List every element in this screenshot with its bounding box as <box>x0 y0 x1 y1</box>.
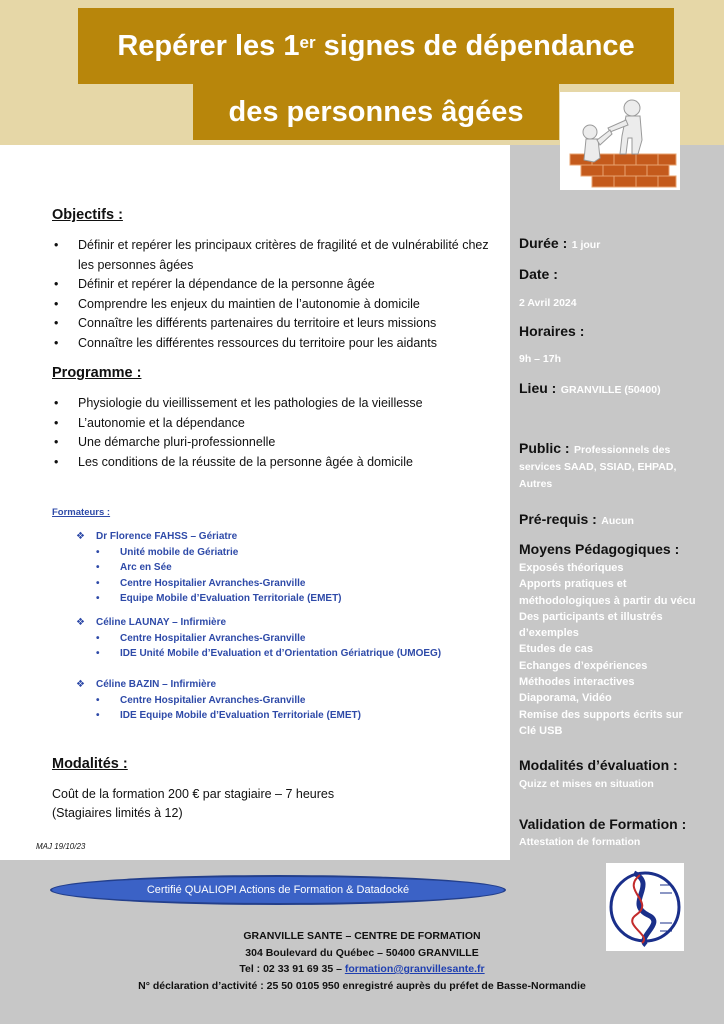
modalites-text <box>52 785 334 823</box>
public-label: Public : <box>519 440 570 456</box>
trainer-role: • Centre Hospitalier Avranches-Granville <box>76 631 441 647</box>
list-item: • Connaître les différentes ressources du territoire pour les aidants <box>52 334 500 354</box>
helping-hand-wall-illustration-icon <box>560 92 680 190</box>
list-item: • Physiologie du vieillissement et les pathologies de la vieillesse <box>52 394 500 414</box>
lieu-value: GRANVILLE (50400) <box>560 384 661 396</box>
phone: Tel : 02 33 91 69 35 – <box>239 963 345 975</box>
trainer-role: • Unité mobile de Gériatrie <box>76 545 342 561</box>
diamond-bullet-icon: ❖ <box>76 617 85 628</box>
trainer-block <box>76 677 361 724</box>
modalites-heading: Modalités : <box>52 756 128 772</box>
diamond-bullet-icon: ❖ <box>76 679 85 690</box>
lieu-label: Lieu : <box>519 380 557 396</box>
trainer-role: • Centre Hospitalier Avranches-Granville <box>76 693 361 709</box>
trainer-role: • IDE Unité Mobile d’Evaluation et d’Orientation Gériatrique (UMOEG) <box>76 646 441 662</box>
objectifs-heading: Objectifs : <box>52 207 123 223</box>
title-line-2: des personnes âgées <box>193 84 559 140</box>
date-value: 2 Avril 2024 <box>519 297 577 309</box>
programme-heading: Programme : <box>52 365 142 381</box>
diamond-bullet-icon: ❖ <box>76 531 85 542</box>
validation-label: Validation de Formation : <box>519 816 687 832</box>
public-value: Professionnels des <box>574 444 671 456</box>
limit-line: (Stagiaires limités à 12) <box>52 806 183 820</box>
list-item: Méthodes interactives <box>519 676 635 689</box>
validation-value: Attestation de formation <box>519 836 641 848</box>
title-sup: er <box>299 33 316 52</box>
prereq-value: Aucun <box>601 515 634 527</box>
trainer-role: • IDE Equipe Mobile d’Evaluation Territoriale (EMET) <box>76 708 361 724</box>
trainer-name: ❖ Céline BAZIN – Infirmière <box>76 677 361 693</box>
list-item: • Connaître les différents partenaires du territoire et leurs missions <box>52 314 500 334</box>
trainer-role: • Arc en Sée <box>76 560 342 576</box>
trainer-role: • Equipe Mobile d’Evaluation Territoriale (EMET) <box>76 591 342 607</box>
horaires-value: 9h – 17h <box>519 353 562 365</box>
contact-line <box>0 961 724 978</box>
public-value: Autres <box>519 478 553 490</box>
street-address: 304 Boulevard du Québec – 50400 GRANVILLE <box>245 946 479 959</box>
title-prefix: Repérer les 1 <box>117 29 300 62</box>
trainer-name: ❖ Céline LAUNAY – Infirmière <box>76 615 441 631</box>
list-item: • Définir et repérer la dépendance de la personne âgée <box>52 275 500 295</box>
list-item: • Une démarche pluri-professionnelle <box>52 433 500 453</box>
moyens-list <box>519 560 719 739</box>
declaration-line: N° déclaration d’activité : 25 50 0105 950 enregistré auprès du préfet de Basse-Normandie <box>138 979 586 992</box>
duree-row <box>519 235 600 253</box>
list-item: Clé USB <box>519 724 563 737</box>
formateurs-heading: Formateurs : <box>52 507 111 518</box>
trainer-block <box>76 529 342 607</box>
eval-value: Quizz et mises en situation <box>519 778 654 790</box>
trainer-role: • Centre Hospitalier Avranches-Granville <box>76 576 342 592</box>
list-item: • Les conditions de la réussite de la personne âgée à domicile <box>52 453 500 473</box>
horaires-label: Horaires : <box>519 323 585 339</box>
list-item: d’exemples <box>519 627 579 640</box>
list-item: Remise des supports écrits sur <box>519 708 683 721</box>
moyens-label: Moyens Pédagogiques : <box>519 541 680 557</box>
cost-line: Coût de la formation 200 € par stagiaire – 7 heures <box>52 787 335 801</box>
list-item: Apports pratiques et <box>519 578 627 591</box>
date-label: Date : <box>519 266 558 282</box>
trainer-block <box>76 615 441 662</box>
prereq-row <box>519 511 634 529</box>
duree-value: 1 jour <box>571 239 601 251</box>
update-date: MAJ 19/10/23 <box>36 842 86 851</box>
list-item: Etudes de cas <box>519 643 593 656</box>
footer-address <box>0 928 724 994</box>
lieu-row <box>519 380 661 398</box>
org-name: GRANVILLE SANTE – CENTRE DE FORMATION <box>243 930 481 942</box>
list-item: Des participants et illustrés <box>519 610 663 623</box>
list-item: • Comprendre les enjeux du maintien de l’autonomie à domicile <box>52 295 500 315</box>
duree-label: Durée : <box>519 235 568 251</box>
public-block <box>519 440 719 493</box>
list-item: • L’autonomie et la dépendance <box>52 414 500 434</box>
certification-badge: Certifié QUALIOPI Actions de Formation & Datadocké <box>50 875 506 905</box>
title-line-1 <box>78 8 674 84</box>
programme-list <box>52 394 500 472</box>
eval-label: Modalités d’évaluation : <box>519 757 678 773</box>
trainer-name: ❖ Dr Florence FAHSS – Gériatre <box>76 529 342 545</box>
list-item: Exposés théoriques <box>519 562 624 574</box>
public-value: services SAAD, SSIAD, EHPAD, <box>519 461 677 473</box>
list-item: Echanges d’expériences <box>519 659 648 672</box>
title-suffix: signes de dépendance <box>315 29 635 62</box>
list-item: Diaporama, Vidéo <box>519 692 612 705</box>
list-item: • Définir et repérer les principaux critères de fragilité et de vulnérabilité chez les personnes âgées <box>52 236 500 275</box>
list-item: méthodologiques à partir du vécu <box>519 594 696 607</box>
email-link[interactable]: formation@granvillesante.fr <box>344 963 485 975</box>
prereq-label: Pré-requis : <box>519 511 597 527</box>
objectifs-list <box>52 236 500 353</box>
